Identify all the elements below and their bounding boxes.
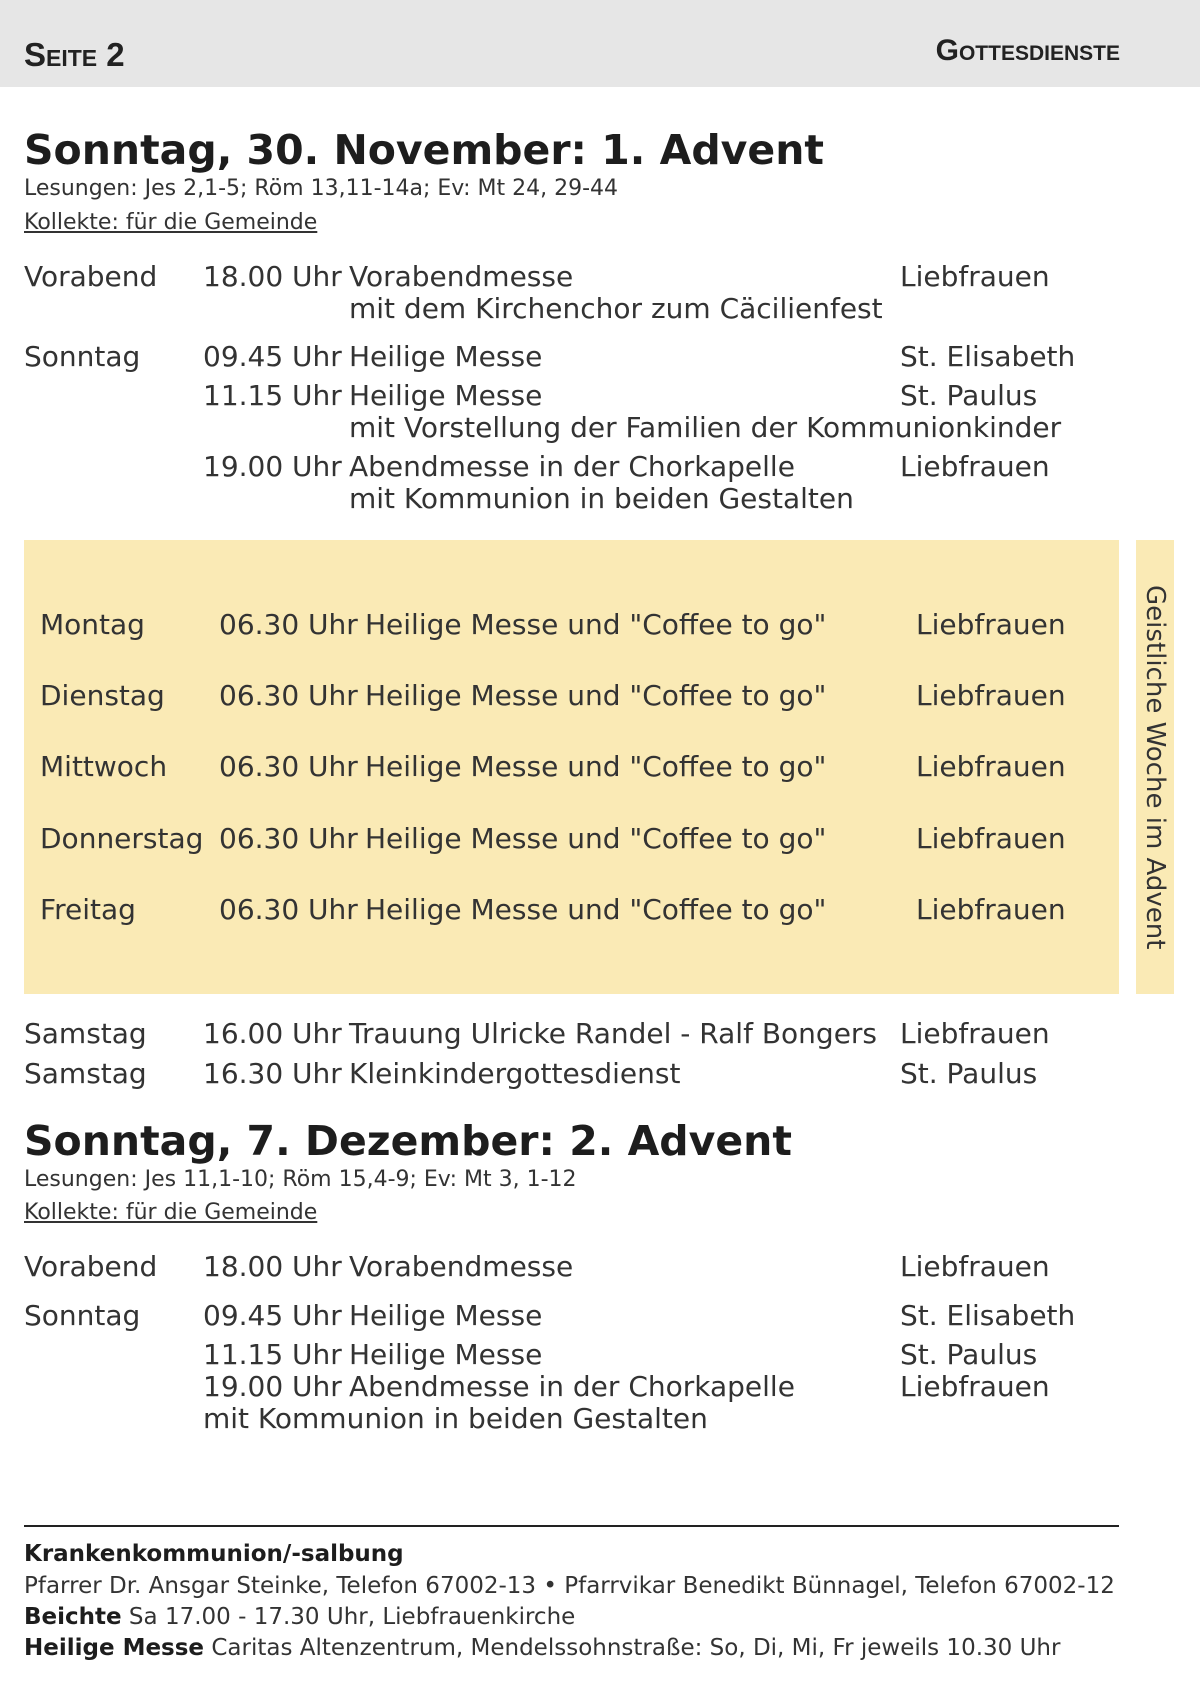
messe-text: Caritas Altenzentrum, Mendelssohnstraße: So, Di, Mi, Fr jeweils 10.30 Uhr (204, 1635, 1061, 1661)
time: 09.45 Uhr (203, 1299, 342, 1332)
church: Liebfrauen (900, 1017, 1050, 1050)
advent1-sonntag-row-3 (0, 450, 1200, 484)
advent2-sonntag-row-3 (0, 1370, 1200, 1404)
church: St. Elisabeth (900, 1299, 1076, 1332)
day-label: Sonntag (24, 1299, 141, 1332)
advent-week-row-thursday (24, 822, 1119, 858)
advent2-title: Sonntag, 7. Dezember: 2. Advent (24, 1117, 792, 1165)
church: Liebfrauen (916, 750, 1066, 783)
page-header (0, 0, 1200, 87)
advent2-vorabend-row (0, 1250, 1200, 1284)
service-description: Heilige Messe und "Coffee to go" (365, 822, 827, 855)
time: 06.30 Uhr (219, 750, 358, 783)
advent1-vorabend-note: mit dem Kirchenchor zum Cäcilienfest (349, 292, 883, 325)
day-label: Dienstag (40, 679, 165, 712)
advent1-sonntag-row-1 (0, 340, 1200, 374)
time: 06.30 Uhr (219, 608, 358, 641)
advent2-kollekte: Kollekte: für die Gemeinde (24, 1200, 318, 1225)
church: Liebfrauen (916, 893, 1066, 926)
page-number: Seite 2 (24, 36, 125, 73)
day-label: Vorabend (24, 260, 158, 293)
advent-week-row-friday (24, 893, 1119, 929)
church: St. Paulus (900, 379, 1038, 412)
church: St. Paulus (900, 1338, 1038, 1371)
time: 16.30 Uhr (203, 1057, 342, 1090)
time: 06.30 Uhr (219, 893, 358, 926)
day-label: Samstag (24, 1057, 147, 1090)
advent1-sonntag-note-2: mit Vorstellung der Familien der Kommunionkinder (349, 411, 1062, 444)
church: Liebfrauen (916, 679, 1066, 712)
service-description: Abendmesse in der Chorkapelle (349, 450, 795, 483)
advent-week-row-tuesday (24, 679, 1119, 715)
footer-divider (24, 1525, 1119, 1527)
advent-week-side-label: Geistliche Woche im Advent (1140, 585, 1170, 950)
advent1-lesungen: Lesungen: Jes 2,1-5; Röm 13,11-14a; Ev: Mt 24, 29-44 (24, 176, 619, 201)
service-description: Heilige Messe (349, 340, 543, 373)
day-label: Sonntag (24, 340, 141, 373)
service-description: Heilige Messe und "Coffee to go" (365, 679, 827, 712)
time: 11.15 Uhr (203, 1338, 342, 1371)
footer-heilige-messe (24, 1635, 1060, 1661)
footer-beichte (24, 1604, 575, 1630)
time: 19.00 Uhr (203, 450, 342, 483)
service-description: Heilige Messe (349, 1338, 543, 1371)
section-label: Gottesdienste (935, 34, 1120, 67)
service-description: Heilige Messe (349, 379, 543, 412)
time: 06.30 Uhr (219, 679, 358, 712)
footer-kk-contacts: Pfarrer Dr. Ansgar Steinke, Telefon 67002-13 • Pfarrvikar Benedikt Bünnagel, Telefon 67002-12 (24, 1573, 1115, 1599)
service-description: Heilige Messe (349, 1299, 543, 1332)
advent1-sonntag-row-2 (0, 379, 1200, 413)
service-description: Trauung Ulricke Randel - Ralf Bongers (349, 1017, 878, 1050)
advent-week-box (24, 540, 1119, 994)
day-label: Mittwoch (40, 750, 168, 783)
time: 19.00 Uhr (203, 1370, 342, 1403)
advent-week-row-wednesday (24, 750, 1119, 786)
day-label: Vorabend (24, 1250, 158, 1283)
advent1-kollekte: Kollekte: für die Gemeinde (24, 210, 318, 235)
advent2-lesungen: Lesungen: Jes 11,1-10; Röm 15,4-9; Ev: Mt 3, 1-12 (24, 1167, 577, 1192)
messe-label: Heilige Messe (24, 1635, 205, 1661)
service-description: Heilige Messe und "Coffee to go" (365, 608, 827, 641)
advent-week-row-monday (24, 608, 1119, 644)
service-description: Kleinkindergottesdienst (349, 1057, 681, 1090)
service-description: Heilige Messe und "Coffee to go" (365, 750, 827, 783)
church: Liebfrauen (900, 450, 1050, 483)
church: St. Elisabeth (900, 340, 1076, 373)
day-label: Samstag (24, 1017, 147, 1050)
advent1-sonntag-note-3: mit Kommunion in beiden Gestalten (349, 482, 854, 515)
church: St. Paulus (900, 1057, 1038, 1090)
advent2-sonntag-row-2 (0, 1338, 1200, 1372)
service-description: Vorabendmesse (349, 1250, 574, 1283)
beichte-label: Beichte (24, 1604, 122, 1630)
beichte-text: Sa 17.00 - 17.30 Uhr, Liebfrauenkirche (121, 1604, 576, 1630)
footer-kk-title (24, 1541, 404, 1567)
church: Liebfrauen (900, 1250, 1050, 1283)
service-description: Abendmesse in der Chorkapelle (349, 1370, 795, 1403)
samstag-row-2 (0, 1057, 1200, 1091)
church: Liebfrauen (900, 1370, 1050, 1403)
service-description: Vorabendmesse (349, 260, 574, 293)
time: 11.15 Uhr (203, 379, 342, 412)
advent1-vorabend-row (0, 260, 1200, 294)
advent2-sonntag-note-3: mit Kommunion in beiden Gestalten (203, 1402, 708, 1435)
time: 16.00 Uhr (203, 1017, 342, 1050)
time: 18.00 Uhr (203, 1250, 342, 1283)
advent2-sonntag-row-1 (0, 1299, 1200, 1333)
church: Liebfrauen (900, 260, 1050, 293)
kk-title-text: Krankenkommunion/-salbung (24, 1541, 404, 1567)
time: 06.30 Uhr (219, 822, 358, 855)
advent1-title: Sonntag, 30. November: 1. Advent (24, 126, 825, 174)
time: 09.45 Uhr (203, 340, 342, 373)
church: Liebfrauen (916, 608, 1066, 641)
day-label: Freitag (40, 893, 136, 926)
time: 18.00 Uhr (203, 260, 342, 293)
samstag-row-1 (0, 1017, 1200, 1051)
service-description: Heilige Messe und "Coffee to go" (365, 893, 827, 926)
day-label: Donnerstag (40, 822, 204, 855)
day-label: Montag (40, 608, 145, 641)
church: Liebfrauen (916, 822, 1066, 855)
